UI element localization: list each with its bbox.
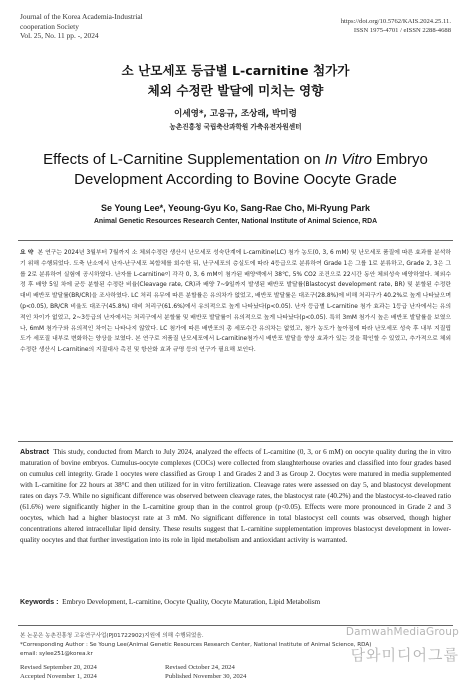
- korean-abstract-text: 본 연구는 2024년 3월부터 7월까지 소 체외수정란 생산시 난모세포 성숙단계에 L-carnitine(LC) 첨가 농도(0, 3, 6 mM) 및 난모세포 품질에 따른 효과를 분석하기 위해 수행되었다. 도축 난소에서 난자-난구세포 복합체를 회수한 뒤, 난구세포의 층실도에 따라 4등급으로 분류하여 Grade 1은 그룹 1로 분류하고, Grade 2, 3은 그룹 2로 분류하여 실험에 공시하였다. 난자를 L-carnitine이 각각 0, 3, 6 mM이 첨가된 배양액에서 38℃, 5% CO2 조건으로 22시간 동안 체외성숙 배양하였다. 체외수정 후 배양 5일 차에 균등 분할된 수정란 비율(Cleavage rate, CR)과 배양 7~9일까지 발생된 배반포 발달률(Blastocyst development rate, BR) 및 분할된 수정란 대비 배반포 발달률(BR/CR)을 조사하였다. LC 처리 유무에 따른 분할률은 유의차가 없었고, 배반포 발달률은 대조구(28.8%)에 비해 처리구가 40.2%로 높게 나타났으며(p<0.05), BR/CR 비율도 대조구(45.8%) 대비 처리구(61.6%)에서 유의적으로 높게 나타났다(p<0.05). 난자 등급별 L-carnitine 첨가 효과는 1등급 난자에서는 유의적인 차이가 없었고, 2~3등급의 난자에서는 처리구에서 분할률 및 배반포 발달률이 유의적으로 높게 나타났다(p<0.05). 특히 3mM 첨가시 높은 배반포 발달률을 보였으나, 6mM 첨가구와 유의적인 차이는 나타나지 않았다. LC 첨가에 따른 배반포의 총 세포수간 유의차는 없었고, 첨가 농도가 높아짐에 따라 난모세포 성숙 후 내부 지질립도가 세포질 내부로 변화하는 양상을 보였다. 본 연구로 저품질 난모세포에서 L-carnitine첨가시 배반포 발달을 향상 효과가 있는 것을 확인할 수 있었고, 추가적으로 체외수정란 생산시 L-carnitine의 지질대사 촉진 및 항산화 효과 규명 등의 연구가 필요해 보인다.: [20, 250, 452, 354]
- article-dates: [20, 663, 247, 682]
- english-title-line1: [0, 151, 471, 168]
- published-date: Published November 30, 2024: [165, 673, 247, 681]
- abstract-label: Abstract: [20, 448, 49, 456]
- korean-abstract-label: 요 약: [20, 250, 34, 256]
- doi-link[interactable]: https://doi.org/10.5762/KAIS.2024.25.11.: [340, 18, 451, 25]
- english-title-italic: In Vitro: [324, 151, 372, 168]
- keywords-text: Embryo Development, L-carnitine, Oocyte Quality, Oocyte Maturation, Lipid Metabolism: [62, 598, 321, 606]
- journal-header-left: [20, 12, 143, 41]
- corresponding-author: *Corresponding Author : Se Young Lee(Animal Genetic Resources Research Center, National Institute of Animal Science, RDA): [20, 641, 372, 648]
- accepted-date: Accepted November 1, 2024: [20, 673, 97, 681]
- keywords: [20, 598, 451, 606]
- korean-affiliation: 농촌진흥청 국립축산과학원 가축유전자원센터: [169, 123, 302, 131]
- korean-abstract: [20, 248, 451, 356]
- journal-header-right: [341, 17, 451, 35]
- watermark-korean: 담와미디어그룹: [350, 646, 459, 664]
- korean-title-line1: 소 난모세포 등급별 L-carnitine 첨가가: [121, 63, 350, 78]
- korean-title-line2: 체외 수정란 발달에 미치는 영향: [147, 83, 324, 98]
- email[interactable]: email: sylee251@korea.kr: [20, 650, 93, 657]
- publisher-watermark: [346, 626, 459, 665]
- korean-authors: 이세영*, 고응규, 조상래, 박미령: [174, 109, 297, 119]
- english-authors: Se Young Lee*, Yeoung-Gyu Ko, Sang-Rae Cho, Mi-Ryung Park: [100, 203, 371, 213]
- english-title-line2: Development According to Bovine Oocyte Grade: [74, 171, 397, 188]
- english-affiliation: Animal Genetic Resources Research Center, National Institute of Animal Science, RDA: [93, 218, 378, 225]
- keywords-label: Keywords :: [20, 598, 59, 606]
- english-title-part-a: Effects of L-Carnitine Supplementation on: [43, 151, 325, 168]
- watermark-english: DamwahMediaGroup: [345, 626, 459, 638]
- english-abstract: [20, 447, 451, 546]
- english-title-part-b: Embryo: [371, 151, 428, 168]
- funding-note: 본 논문은 농촌진흥청 고유연구사업(PJ01722902)지원에 의해 수행되었음.: [20, 633, 204, 639]
- divider-middle: [18, 441, 453, 442]
- issn: ISSN 1975-4701 / eISSN 2288-4688: [353, 27, 451, 34]
- journal-name-line2: cooperation Society: [20, 21, 79, 31]
- journal-name-line1: Journal of the Korea Academia-Industrial: [20, 12, 143, 21]
- journal-volume: Vol. 25, No. 11 pp. -, 2024: [20, 31, 99, 41]
- revised-date-1: Revised September 20, 2024: [20, 664, 97, 671]
- abstract-text: This study, conducted from March to July 2024, analyzed the effects of L-carnitine (0, 3, or 6 mM) on oocyte quality during the in vitro maturation of bovine embryos. Cumulus-oocyte complexes (COCs) were collected from slaughterhouse ovaries and classified into four grades based on cumulus cell integrity. Grade 1 oocytes were classified as Group 1 and Grades 2 and 3 as Group 2. Oocytes were matured in media supplemented with L-carnitine for 22 hours at 38°C and then utilized for in vitro fertilization. Cleavage rates were assessed on day 5, and blastocyst development rates on days 7-9. While no significant difference was observed between cleavage rates, the blastocyst rate (40.2%) and the blastocyst-to-cleaved ratio (61.6%) were significantly higher in the L-carnitine group than in the control group (p<0.05). Effects were more pronounced in Grade 2 and 3 oocytes, which had a higher blastocyst rate at 3 mM. No significant difference in total blastocyst cell counts was observed, though higher concentrations altered intracellular lipid density. These results suggest that L-carnitine supplementation improves blastocyst development in lower-quality oocytes and that further investigation into its role in lipid metabolism and antioxidant activity is warranted.: [20, 448, 451, 544]
- divider-top: [18, 240, 453, 241]
- revised-date-2: Revised October 24, 2024: [165, 664, 235, 671]
